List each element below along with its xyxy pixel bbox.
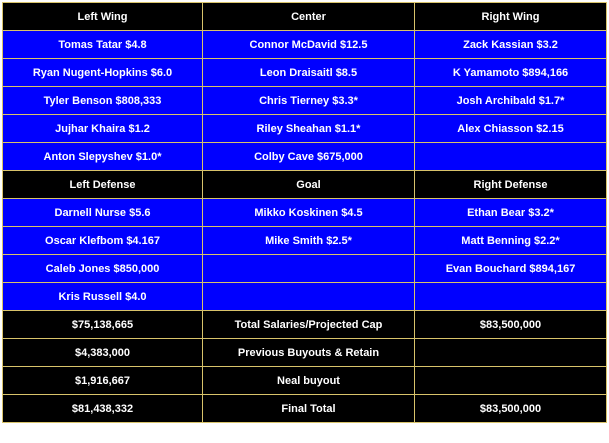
goalie-player — [203, 283, 415, 311]
left-wing-player: Anton Slepyshev $1.0* — [3, 143, 203, 171]
goalie-player — [203, 255, 415, 283]
right-defense-player: Ethan Bear $3.2* — [415, 199, 607, 227]
center-player: Riley Sheahan $1.1* — [203, 115, 415, 143]
forwards-header-row — [3, 3, 607, 31]
final-cap-value: $83,500,000 — [415, 395, 607, 423]
left-wing-player: Tomas Tatar $4.8 — [3, 31, 203, 59]
header-left-wing: Left Wing — [3, 3, 203, 31]
defense-row — [3, 227, 607, 255]
summary-row-neal-buyout — [3, 367, 607, 395]
neal-buyout-value: $1,916,667 — [3, 367, 203, 395]
forward-row — [3, 87, 607, 115]
goalie-player: Mikko Koskinen $4.5 — [203, 199, 415, 227]
left-defense-player: Darnell Nurse $5.6 — [3, 199, 203, 227]
total-salaries-label: Total Salaries/Projected Cap — [203, 311, 415, 339]
header-left-defense: Left Defense — [3, 171, 203, 199]
final-total-label: Final Total — [203, 395, 415, 423]
projected-cap-value: $83,500,000 — [415, 311, 607, 339]
buyouts-extra — [415, 339, 607, 367]
neal-buyout-label: Neal buyout — [203, 367, 415, 395]
total-salaries-value: $75,138,665 — [3, 311, 203, 339]
header-right-wing: Right Wing — [415, 3, 607, 31]
center-player: Connor McDavid $12.5 — [203, 31, 415, 59]
left-defense-player: Kris Russell $4.0 — [3, 283, 203, 311]
neal-buyout-extra — [415, 367, 607, 395]
header-goal: Goal — [203, 171, 415, 199]
right-defense-player: Matt Benning $2.2* — [415, 227, 607, 255]
summary-row-buyouts — [3, 339, 607, 367]
forward-row — [3, 115, 607, 143]
left-defense-player: Caleb Jones $850,000 — [3, 255, 203, 283]
buyouts-value: $4,383,000 — [3, 339, 203, 367]
defense-row — [3, 199, 607, 227]
center-player: Colby Cave $675,000 — [203, 143, 415, 171]
right-wing-player: K Yamamoto $894,166 — [415, 59, 607, 87]
roster-table — [2, 2, 607, 423]
defense-header-row — [3, 171, 607, 199]
buyouts-label: Previous Buyouts & Retain — [203, 339, 415, 367]
summary-row-total-salaries — [3, 311, 607, 339]
right-defense-player — [415, 283, 607, 311]
right-wing-player: Zack Kassian $3.2 — [415, 31, 607, 59]
summary-row-final-total — [3, 395, 607, 423]
right-wing-player — [415, 143, 607, 171]
salary-cap-chart — [2, 2, 607, 423]
goalie-player: Mike Smith $2.5* — [203, 227, 415, 255]
defense-row — [3, 255, 607, 283]
forward-row — [3, 143, 607, 171]
left-defense-player: Oscar Klefbom $4.167 — [3, 227, 203, 255]
left-wing-player: Ryan Nugent-Hopkins $6.0 — [3, 59, 203, 87]
forward-row — [3, 59, 607, 87]
right-defense-player: Evan Bouchard $894,167 — [415, 255, 607, 283]
left-wing-player: Jujhar Khaira $1.2 — [3, 115, 203, 143]
forward-row — [3, 31, 607, 59]
final-total-value: $81,438,332 — [3, 395, 203, 423]
header-center: Center — [203, 3, 415, 31]
center-player: Chris Tierney $3.3* — [203, 87, 415, 115]
right-wing-player: Alex Chiasson $2.15 — [415, 115, 607, 143]
left-wing-player: Tyler Benson $808,333 — [3, 87, 203, 115]
header-right-defense: Right Defense — [415, 171, 607, 199]
right-wing-player: Josh Archibald $1.7* — [415, 87, 607, 115]
defense-row — [3, 283, 607, 311]
center-player: Leon Draisaitl $8.5 — [203, 59, 415, 87]
